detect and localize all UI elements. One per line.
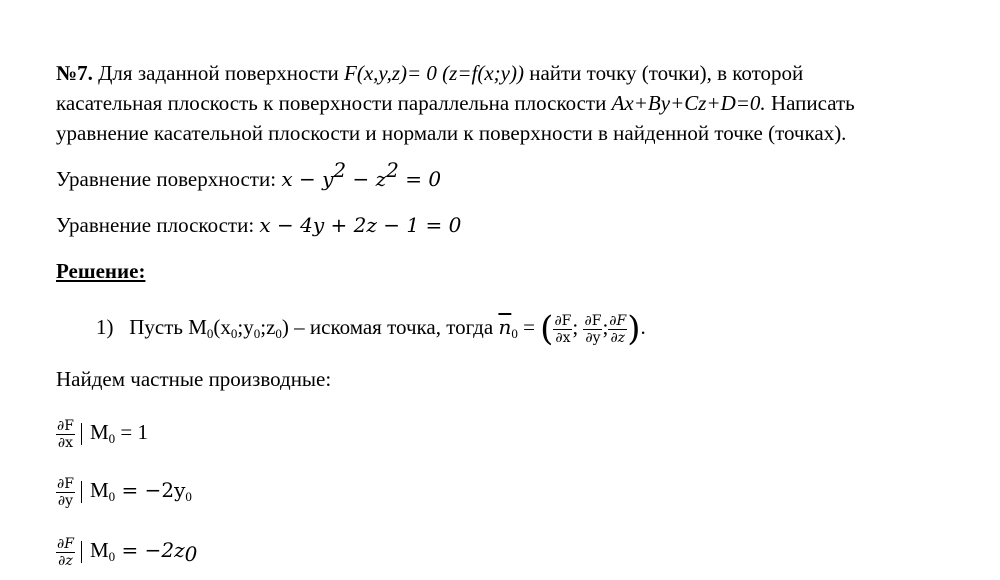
partial-x-numerator: ∂F: [57, 417, 74, 434]
partial-y-point: M: [89, 478, 109, 502]
plane-label: Уравнение плоскости:: [56, 213, 260, 237]
surface-eq-c: = 0: [398, 167, 442, 191]
step1-sub-m: 0: [206, 326, 214, 341]
problem-text-3: уравнение касательной плоскости и нормали к поверхности в найденной точке (точках).: [56, 121, 847, 145]
step1-sub-y: 0: [253, 326, 261, 341]
frac1-numerator: ∂F: [554, 312, 572, 329]
surface-sup-1: 2: [333, 158, 347, 182]
problem-function: F(x,y,z)= 0 (z=f(x;y)): [344, 61, 524, 85]
partial-x-denominator: ∂x: [57, 434, 74, 451]
partial-y-numerator: ∂F: [57, 475, 74, 492]
problem-line-2: [56, 90, 855, 116]
frac3-numerator: ∂F: [609, 312, 627, 329]
step1-text-b: (x: [213, 315, 231, 339]
plane-equation: x − 4y + 2z − 1 = 0: [259, 213, 462, 237]
problem-text-1b: найти точку (точки), в которой: [523, 61, 804, 85]
separator-1: ;: [572, 315, 579, 339]
problem-text-1a: Для заданной поверхности: [92, 61, 345, 85]
partial-y-point-sub: 0: [108, 489, 116, 504]
evaluation-bar: [81, 423, 82, 445]
partials-heading: Найдем частные производные:: [56, 367, 332, 391]
evaluation-bar: [81, 541, 82, 563]
problem-line-1: [56, 60, 803, 86]
frac2-numerator: ∂F: [584, 312, 602, 329]
partial-x-point: M: [89, 420, 109, 444]
fraction-dF-dz: [608, 313, 627, 346]
separator-2: ;: [602, 315, 609, 339]
normal-sub: 0: [511, 326, 518, 341]
frac3-denominator: ∂z: [610, 329, 626, 346]
evaluation-bar: [81, 481, 82, 503]
partial-row-z: [56, 530, 197, 570]
plane-equation-line: [56, 212, 461, 238]
frac1-denominator: ∂x: [555, 329, 571, 346]
partial-z-value-sub: 0: [184, 542, 198, 566]
partial-row-y: [56, 470, 192, 510]
fraction-dF-dy: [583, 313, 602, 346]
partial-x-value: = 1: [115, 420, 148, 444]
surface-eq-a: x − y: [281, 167, 334, 191]
step1-end: .: [640, 315, 646, 339]
problem-plane-general: Ax+By+Cz+D=0.: [611, 91, 766, 115]
step1-sub-z: 0: [275, 326, 282, 341]
partial-x-point-sub: 0: [108, 431, 116, 446]
problem-text-2a: касательная плоскость к поверхности параллельна плоскости: [56, 91, 612, 115]
partial-x-fraction: [56, 418, 75, 451]
surface-sup-2: 2: [386, 158, 399, 182]
partial-row-x: [56, 412, 148, 452]
surface-equation-line: [56, 158, 442, 192]
problem-line-3: [56, 120, 846, 146]
partial-y-denominator: ∂y: [57, 492, 74, 509]
surface-eq-b: − z: [346, 167, 387, 191]
partial-z-fraction: [56, 536, 75, 569]
step1-text-c: ;y: [237, 315, 254, 339]
step1-equals: =: [517, 315, 541, 339]
solution-step-1: [96, 307, 646, 350]
close-paren: ): [627, 309, 641, 350]
partial-y-fraction: [56, 476, 75, 509]
partial-y-value-sub: 0: [185, 489, 192, 504]
partial-z-point: M: [89, 538, 109, 562]
partial-z-point-sub: 0: [108, 549, 116, 564]
step1-text-d: ;z: [260, 315, 276, 339]
step1-text-a: Пусть M: [129, 315, 207, 339]
problem-text-2b: Написать: [765, 91, 855, 115]
partial-z-denominator: ∂z: [58, 552, 73, 569]
problem-number: №7.: [56, 61, 93, 85]
surface-label: Уравнение поверхности:: [56, 167, 282, 191]
open-paren: (: [540, 309, 554, 350]
step1-sub-x: 0: [230, 326, 238, 341]
step-number: 1): [96, 315, 114, 339]
partial-y-value: = −2y: [115, 478, 186, 502]
partial-z-numerator: ∂F: [57, 535, 74, 552]
step1-text-e: ) – искомая точка, тогда: [281, 315, 499, 339]
frac2-denominator: ∂y: [585, 329, 601, 346]
fraction-dF-dx: [553, 313, 572, 346]
partial-z-value: = −2z: [115, 538, 185, 562]
normal-vector-symbol: $\overline{n}$: [498, 315, 512, 339]
solution-heading: Решение:: [56, 259, 146, 283]
